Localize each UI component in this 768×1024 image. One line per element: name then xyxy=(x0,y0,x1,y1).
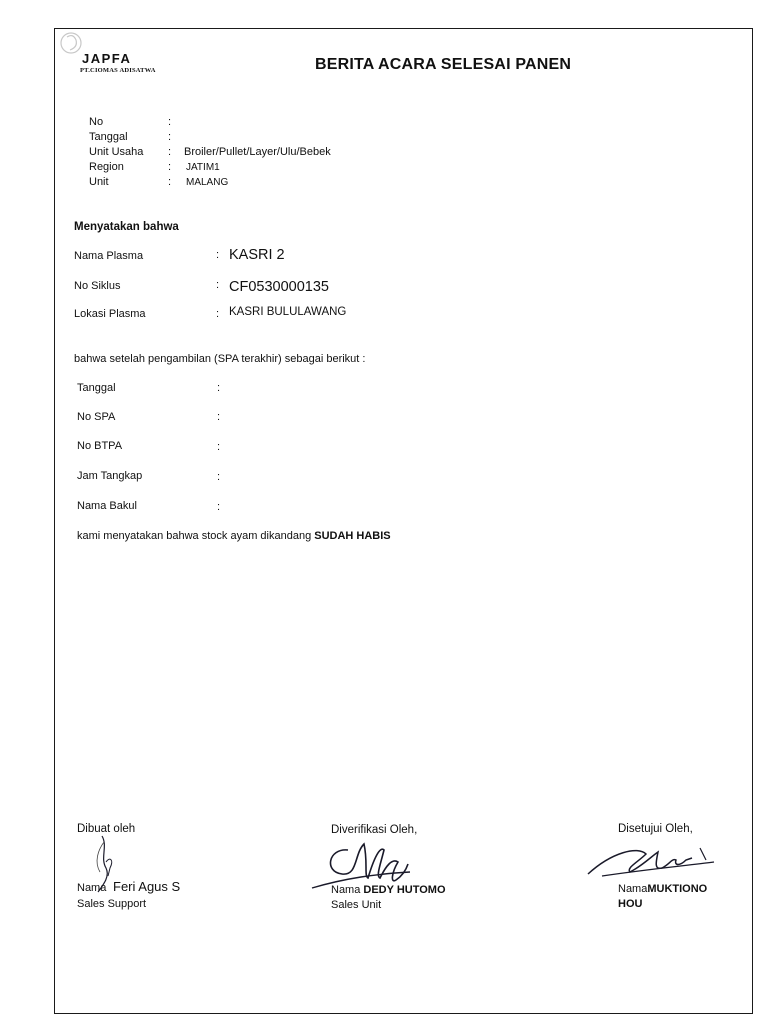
region-label: Region xyxy=(89,161,124,173)
spa-tanggal-colon: : xyxy=(217,382,221,394)
document-title: BERITA ACARA SELESAI PANEN xyxy=(315,56,572,73)
approved-signature-icon xyxy=(582,838,718,884)
spa-intro: bahwa setelah pengambilan (SPA terakhir) sebagai berikut : xyxy=(74,353,366,365)
verified-role: Sales Unit xyxy=(331,899,382,911)
company-subtitle: PT.CIOMAS ADISATWA xyxy=(80,67,156,74)
company-logo-icon xyxy=(58,30,84,56)
region-colon: : xyxy=(168,161,172,173)
made-by-name: Feri Agus S xyxy=(113,879,181,894)
verified-name-label: Nama xyxy=(331,884,361,896)
verified-label: Diverifikasi Oleh, xyxy=(331,824,418,836)
jam-tangkap-label: Jam Tangkap xyxy=(77,470,143,482)
approved-name-line xyxy=(618,883,707,895)
tanggal-colon: : xyxy=(168,131,172,143)
unit-value: MALANG xyxy=(186,177,229,188)
unit-label: Unit xyxy=(89,176,109,188)
unit-usaha-label: Unit Usaha xyxy=(89,146,144,158)
nama-bakul-colon: : xyxy=(217,501,221,513)
region-value: JATIM1 xyxy=(186,162,220,173)
lokasi-plasma-value: KASRI BULULAWANG xyxy=(229,306,347,318)
no-siklus-colon: : xyxy=(216,279,220,291)
tanggal-label: Tanggal xyxy=(89,131,128,143)
nama-plasma-value: KASRI 2 xyxy=(229,247,285,263)
company-name: JAPFA xyxy=(82,51,132,66)
lokasi-plasma-colon: : xyxy=(216,308,220,320)
unit-colon: : xyxy=(168,176,172,188)
no-colon: : xyxy=(168,116,172,128)
spa-tanggal-label: Tanggal xyxy=(77,382,116,394)
nama-bakul-label: Nama Bakul xyxy=(77,500,137,512)
made-by-name-label: Nama xyxy=(77,882,107,894)
approved-name-label: Nama xyxy=(618,883,648,895)
approved-label: Disetujui Oleh, xyxy=(618,823,693,835)
no-btpa-colon: : xyxy=(217,441,221,453)
approved-name: MUKTIONO xyxy=(647,883,708,895)
no-spa-label: No SPA xyxy=(77,411,116,423)
conclusion-text xyxy=(77,530,391,542)
unit-usaha-colon: : xyxy=(168,146,172,158)
no-spa-colon: : xyxy=(217,411,221,423)
approved-role: HOU xyxy=(618,898,643,910)
lokasi-plasma-label: Lokasi Plasma xyxy=(74,308,146,320)
conclusion-status: SUDAH HABIS xyxy=(314,530,391,542)
no-label: No xyxy=(89,116,104,128)
statement-heading: Menyatakan bahwa xyxy=(74,221,179,233)
nama-plasma-label: Nama Plasma xyxy=(74,250,144,262)
verified-name-line xyxy=(331,884,446,896)
jam-tangkap-colon: : xyxy=(217,471,221,483)
nama-plasma-colon: : xyxy=(216,249,220,261)
no-btpa-label: No BTPA xyxy=(77,440,123,452)
unit-usaha-value: Broiler/Pullet/Layer/Ulu/Bebek xyxy=(184,146,331,158)
made-by-label: Dibuat oleh xyxy=(77,823,136,835)
conclusion-prefix: kami menyatakan bahwa stock ayam dikandang xyxy=(77,530,312,542)
made-by-role: Sales Support xyxy=(77,898,147,910)
no-siklus-label: No Siklus xyxy=(74,280,121,292)
verified-name: DEDY HUTOMO xyxy=(363,884,446,896)
no-siklus-value: CF0530000135 xyxy=(229,279,329,295)
